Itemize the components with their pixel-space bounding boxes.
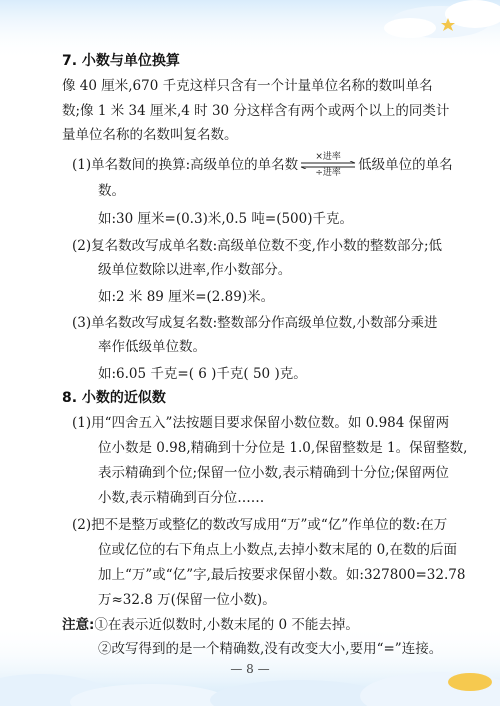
s8-rule-1-line-3: 表示精确到个位;保留一位小数,表示精确到十分位;保留两位 — [98, 465, 449, 481]
note-item-1: ①在表示近似数时,小数末尾的 0 不能去掉。 — [94, 617, 359, 633]
arrow-label-divide: ÷进率 — [315, 168, 341, 178]
s8-rule-1-line-1: (1)用“四舍五入”法按题目要求保留小数位数。如 0.984 保留两 — [72, 415, 450, 431]
s7-rule-3-line-2: 率作低级单位数。 — [98, 339, 206, 355]
s7-example-1: 如:30 厘米=(0.3)米,0.5 吨=(500)千克。 — [98, 211, 353, 227]
s8-rule-1-line-4: 小数,表示精确到百分位…… — [98, 490, 265, 506]
section-8-title: 8. 小数的近似数 — [62, 390, 166, 406]
section-7-title: 7. 小数与单位换算 — [62, 53, 180, 69]
s7-rule-3-line-1: (3)单名数改写成复名数:整数部分作高级单位数,小数部分乘进 — [72, 315, 438, 331]
arrow-label-multiply: ×进率 — [315, 152, 341, 162]
note-item-2: ②改写得到的是一个精确数,没有改变大小,要用“=”连接。 — [98, 641, 443, 657]
s7-intro-line-2: 数;像 1 米 34 厘米,4 时 30 分这样含有两个或两个以上的同类计 — [62, 103, 450, 119]
s8-rule-2-line-3: 加上“万”或“亿”字,最后按要求保留小数。如:327800=32.78 — [98, 567, 466, 583]
s7-rule-1-line-2: 数。 — [98, 183, 125, 199]
s7-example-3: 如:6.05 千克=( 6 )千克( 50 )克。 — [98, 366, 307, 382]
note-line-1 — [62, 616, 359, 634]
s8-rule-2-line-4: 万≈32.8 万(保留一位小数)。 — [98, 592, 276, 608]
s8-rule-2-line-2: 位或亿位的右下角点上小数点,去掉小数末尾的 0,在数的后面 — [98, 542, 457, 558]
s7-intro-line-3: 量单位名称的名数叫复名数。 — [62, 127, 238, 143]
s8-rule-1-line-2: 位小数是 0.98,精确到十分位是 1.0,保留整数是 1。保留整数, — [98, 440, 468, 456]
note-label: 注意: — [62, 617, 95, 633]
s7-rule-1-text-b: 低级单位的单名 — [358, 157, 453, 173]
page-number: — 8 — — [230, 662, 270, 676]
s7-rule-1-line-1 — [72, 152, 453, 178]
s7-rule-2-line-2: 级单位数除以进率,作小数部分。 — [98, 262, 292, 278]
s7-rule-2-line-1: (2)复名数改写成单名数:高级单位数不变,作小数的整数部分;低 — [72, 238, 443, 254]
conversion-arrow — [299, 152, 357, 178]
s8-rule-2-line-1: (2)把不是整万或整亿的数改写成用“万”或“亿”作单位的数:在万 — [72, 517, 448, 533]
s7-rule-1-text-a: (1)单名数间的换算:高级单位的单名数 — [72, 157, 299, 173]
s7-example-2: 如:2 米 89 厘米=(2.89)米。 — [98, 289, 275, 305]
s7-intro-line-1: 像 40 厘米,670 千克这样只含有一个计量单位名称的数叫单名 — [62, 78, 433, 94]
